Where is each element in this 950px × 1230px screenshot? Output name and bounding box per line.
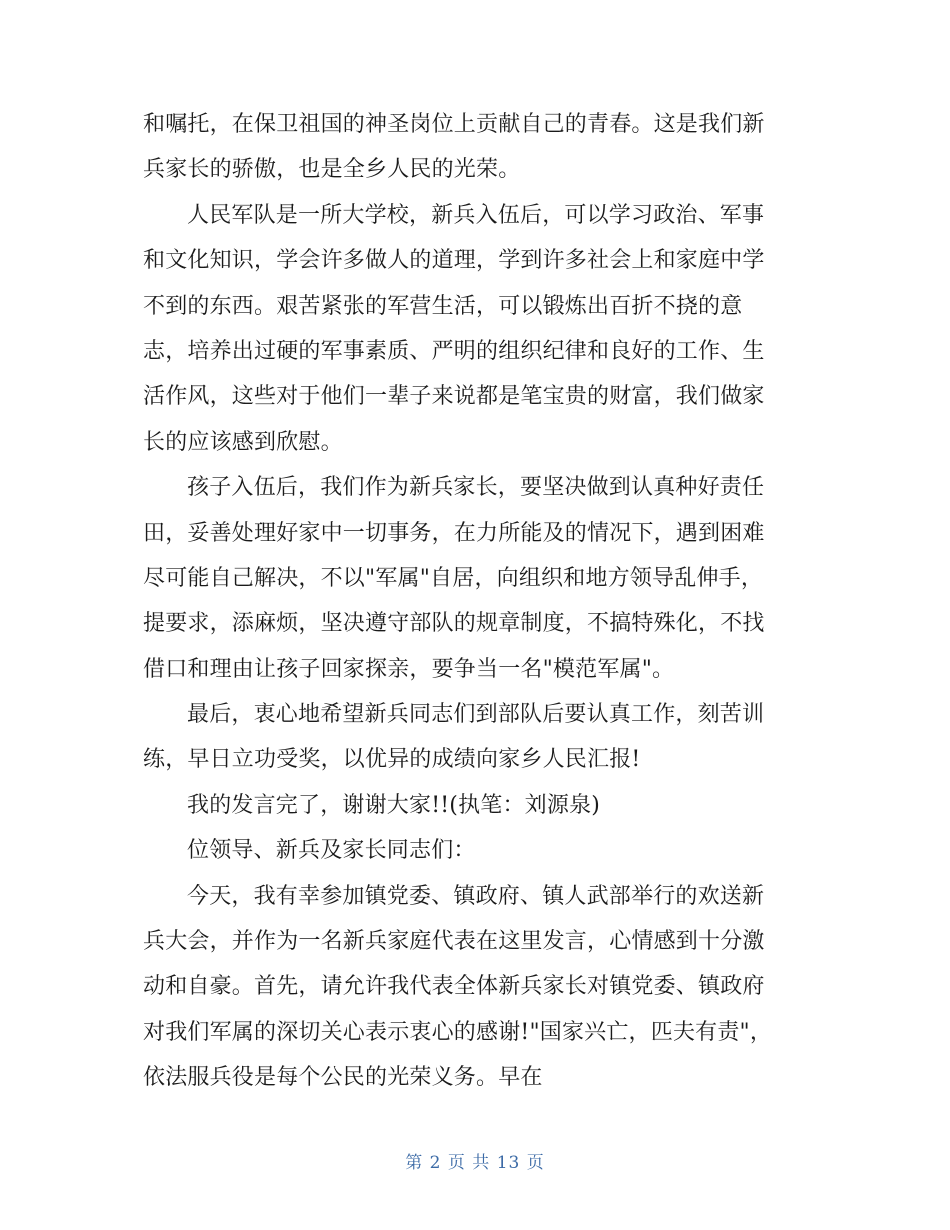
- paragraph-start-line: 人民军队是一所大学校，新兵入伍后，可以学习政治、军事: [187, 202, 765, 228]
- paragraph-start-line: 最后，衷心地希望新兵同志们到部队后要认真工作，刻苦训: [187, 702, 765, 728]
- text-line: 和嘱托，在保卫祖国的神圣岗位上贡献自己的青春。这是我们新: [143, 112, 765, 137]
- text-line: 和文化知识，学会许多做人的道理，学到许多社会上和家庭中学: [143, 248, 765, 274]
- text-line: 对我们军属的深切关心表示衷心的感谢!"国家兴亡，匹夫有责"，: [143, 1019, 773, 1045]
- page-number-footer: 第 2 页 共 13 页: [405, 1153, 545, 1173]
- paragraph-start-line: 位领导、新兵及家长同志们：: [187, 838, 476, 864]
- paragraph-start-line: 今天，我有幸参加镇党委、镇政府、镇人武部举行的欢送新: [187, 883, 765, 909]
- paragraph-start-line: 孩子入伍后，我们作为新兵家长，要坚决做到认真种好责任: [187, 475, 765, 501]
- text-line: 尽可能自己解决，不以"军属"自居，向组织和地方领导乱伸手，: [143, 565, 764, 591]
- paragraph-start-line: 我的发言完了，谢谢大家!!(执笔：刘源泉): [187, 792, 601, 818]
- text-line: 兵大会，并作为一名新兵家庭代表在这里发言，心情感到十分激: [143, 929, 765, 955]
- text-line: 兵家长的骄傲，也是全乡人民的光荣。: [143, 157, 521, 183]
- text-line: 依法服兵役是每个公民的光荣义务。早在: [143, 1065, 543, 1091]
- text-line: 动和自豪。首先，请允许我代表全体新兵家长对镇党委、镇政府: [143, 974, 765, 1000]
- document-body: [143, 102, 803, 1101]
- text-line: 长的应该感到欣慰。: [143, 429, 343, 455]
- text-line: 活作风，这些对于他们一辈子来说都是笔宝贵的财富，我们做家: [143, 384, 765, 410]
- text-line: 志，培养出过硬的军事素质、严明的组织纪律和良好的工作、生: [143, 338, 765, 364]
- text-line: 提要求，添麻烦，坚决遵守部队的规章制度，不搞特殊化，不找: [143, 611, 765, 637]
- text-line: 练，早日立功受奖，以优异的成绩向家乡人民汇报!: [143, 747, 641, 773]
- text-line: 借口和理由让孩子回家探亲，要争当一名"模范军属"。: [143, 656, 675, 682]
- text-line: 不到的东西。艰苦紧张的军营生活，可以锻炼出百折不挠的意: [143, 293, 743, 319]
- text-line: 田，妥善处理好家中一切事务，在力所能及的情况下，遇到困难: [143, 520, 765, 546]
